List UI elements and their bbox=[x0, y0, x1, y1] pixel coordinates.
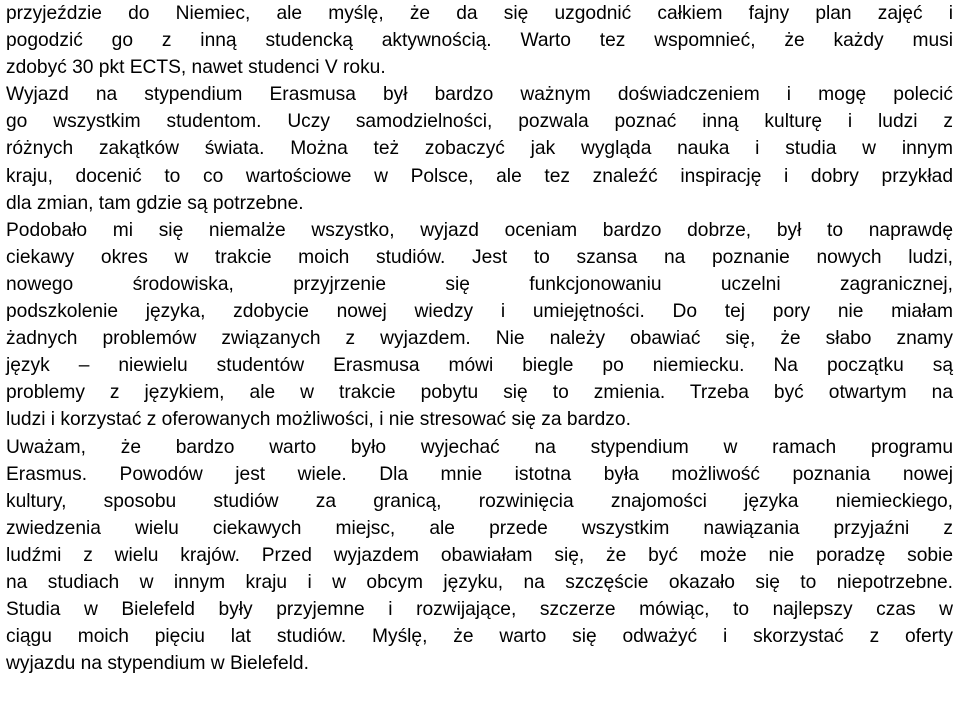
text-line: pogodzić go z inną studencką aktywnością. Warto tez wspomnieć, że każdy musi bbox=[6, 30, 953, 52]
text-line: zwiedzenia wielu ciekawych miejsc, ale przede wszystkim nawiązania przyjaźni z bbox=[6, 517, 953, 539]
document-body-text bbox=[6, 0, 953, 677]
text-line: go wszystkim studentom. Uczy samodzielności, pozwala poznać inną kulturę i ludzi z bbox=[6, 111, 953, 133]
text-line: podszkolenie języka, zdobycie nowej wiedzy i umiejętności. Do tej pory nie miałam bbox=[6, 301, 953, 323]
text-line: ludźmi z wielu krajów. Przed wyjazdem obawiałam się, że być może nie poradzę sobie bbox=[6, 544, 953, 566]
text-line: Uważam, że bardzo warto było wyjechać na stypendium w ramach programu bbox=[6, 436, 953, 458]
text-line: nowego środowiska, przyjrzenie się funkcjonowaniu uczelni zagranicznej, bbox=[6, 273, 953, 295]
text-line: różnych zakątków świata. Można też zobaczyć jak wygląda nauka i studia w innym bbox=[6, 138, 953, 160]
text-line: kultury, sposobu studiów za granicą, rozwinięcia znajomości języka niemieckiego, bbox=[6, 490, 953, 512]
text-line: ciekawy okres w trakcie moich studiów. Jest to szansa na poznanie nowych ludzi, bbox=[6, 246, 953, 268]
text-line: przyjeździe do Niemiec, ale myślę, że da się uzgodnić całkiem fajny plan zajęć i bbox=[6, 3, 953, 24]
text-line: żadnych problemów związanych z wyjazdem. Nie należy obawiać się, że słabo znamy bbox=[6, 328, 953, 350]
text-line: Studia w Bielefeld były przyjemne i rozwijające, szczerze mówiąc, to najlepszy czas w bbox=[6, 599, 953, 621]
text-line: język – niewielu studentów Erasmusa mówi biegle po niemiecku. Na początku są bbox=[6, 355, 953, 377]
text-line: na studiach w innym kraju i w obcym języku, na szczęście okazało się to niepotrzebne. bbox=[6, 571, 953, 593]
text-line: zdobyć 30 pkt ECTS, nawet studenci V roku. bbox=[6, 57, 386, 79]
text-line: Podobało mi się niemalże wszystko, wyjazd oceniam bardzo dobrze, był to naprawdę bbox=[6, 219, 953, 241]
text-line: wyjazdu na stypendium w Bielefeld. bbox=[6, 653, 309, 675]
text-line: kraju, docenić to co wartościowe w Polsce, ale tez znaleźć inspirację i dobry przykład bbox=[6, 165, 953, 187]
text-line: ciągu moich pięciu lat studiów. Myślę, że warto się odważyć i skorzystać z oferty bbox=[6, 626, 953, 648]
text-line: ludzi i korzystać z oferowanych możliwości, i nie stresować się za bardzo. bbox=[6, 409, 631, 431]
text-line: Erasmus. Powodów jest wiele. Dla mnie istotna była możliwość poznania nowej bbox=[6, 463, 953, 485]
text-line: problemy z językiem, ale w trakcie pobytu się to zmienia. Trzeba być otwartym na bbox=[6, 382, 953, 404]
text-line: dla zmian, tam gdzie są potrzebne. bbox=[6, 192, 304, 214]
text-line: Wyjazd na stypendium Erasmusa był bardzo ważnym doświadczeniem i mogę polecić bbox=[6, 84, 953, 106]
